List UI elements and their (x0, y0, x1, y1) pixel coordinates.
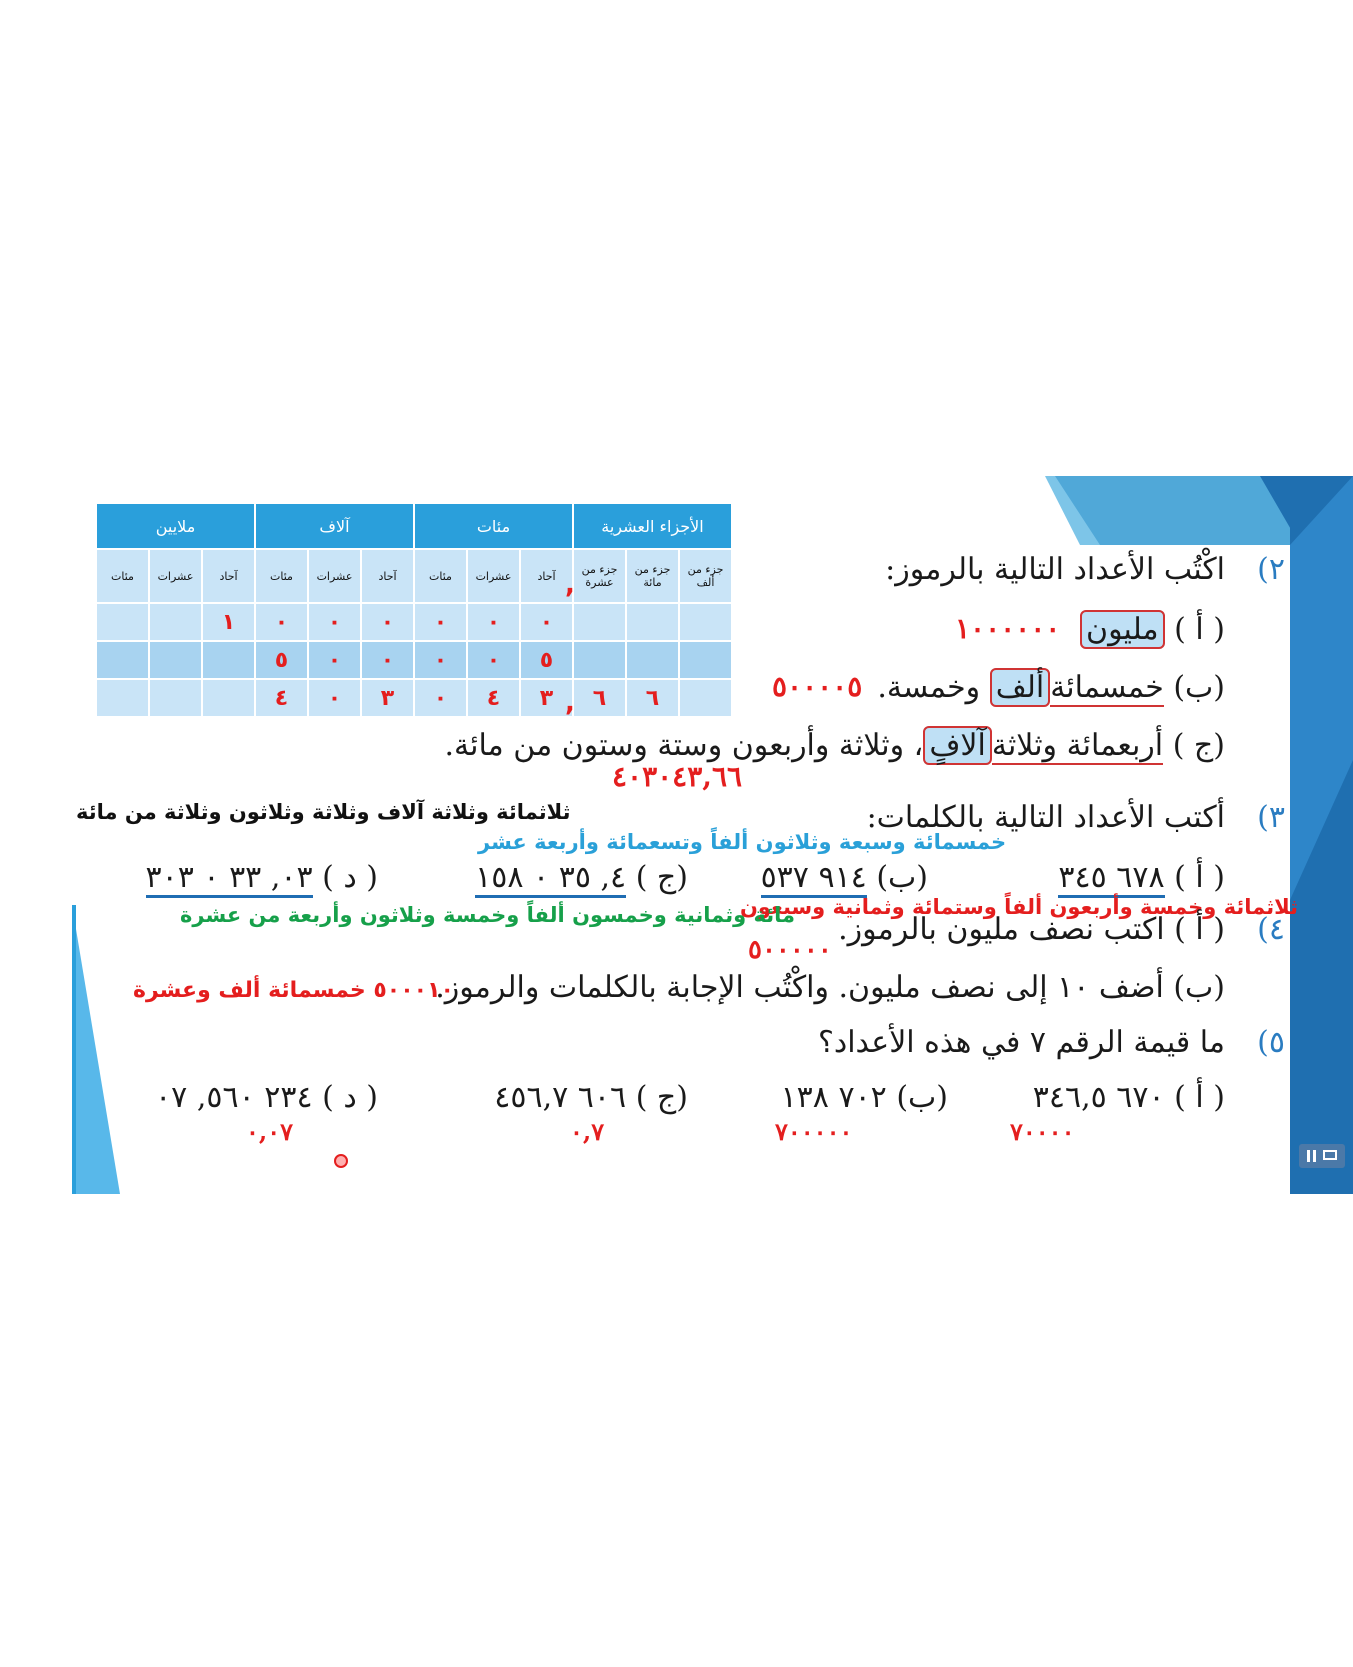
table-cell: ٠ (414, 641, 467, 679)
q2-c-box: آلافٍ (923, 726, 992, 765)
q3-b-value: ٩١٤ ٥٣٧ (761, 860, 867, 898)
table-cell: ٠ (361, 641, 414, 679)
q5-b-answer: ٧٠٠٠٠٠ (775, 1117, 853, 1146)
table-cell: ٠ (255, 603, 308, 641)
table-cell: ٦ (626, 679, 679, 717)
table-cell: ٠ (467, 603, 520, 641)
q2-b-answer: ٥٠٠٠٠٥ (772, 670, 863, 703)
q4-number: ٤) (1257, 912, 1285, 947)
q2-b-box: ألف (990, 668, 1051, 707)
q4-a-text: اكتب نصف مليون بالرموز. (838, 912, 1165, 947)
table-cell: ٤ (467, 679, 520, 717)
header-decimal-parts: الأجزاء العشرية (573, 503, 732, 549)
table-cell (149, 679, 202, 717)
table-cell (149, 603, 202, 641)
table-header-row (96, 503, 732, 549)
left-bottom-triangle (72, 905, 120, 1194)
subheader: جزء من ألف (679, 549, 732, 603)
header-hundreds: مئات (414, 503, 573, 549)
subheader: آحاد (202, 549, 255, 603)
table-subheader-row (96, 549, 732, 603)
subheader: آحاد (361, 549, 414, 603)
q2-b-label: (ب) (1173, 670, 1225, 705)
q3-d-answer: ثلاثمائة وثلاثة آلاف وثلاثة وثلاثون وثلاثة من مائة (76, 800, 571, 824)
q5-a-answer: ٧٠٠٠٠ (1010, 1117, 1075, 1146)
table-cell (679, 603, 732, 641)
q5-a-value: ٦٧٠ ٣٤٦,٥ (1032, 1080, 1165, 1115)
screen-icon (1323, 1150, 1337, 1160)
q2-b-pre: خمسمائة (1050, 670, 1164, 705)
q3-d-value: ٠٣, ٣٣ ٠ ٣٠٣ (146, 860, 313, 898)
table-cell: ٠ (308, 641, 361, 679)
pointer-dot (334, 1154, 348, 1168)
pause-icon (1307, 1150, 1310, 1162)
q3-a-item (1058, 860, 1225, 895)
table-cell: ٠ (467, 641, 520, 679)
q3-c-answer: مائة وثمانية وخمسون ألفاً وخمسة وثلاثون وأربعة من عشرة (180, 903, 796, 927)
q3-b-item (761, 860, 928, 895)
q5-number: ٥) (1257, 1025, 1285, 1060)
subheader: عشرات (149, 549, 202, 603)
q5-d-label: ( د ) (322, 1080, 378, 1115)
decimal-comma-mark: , (565, 570, 575, 600)
table-cell (573, 603, 626, 641)
pause-icon-bar (1313, 1150, 1316, 1162)
q4-a-row (838, 912, 1225, 947)
table-cell: ٤ (255, 679, 308, 717)
q3-number: ٣) (1257, 800, 1285, 835)
q2-number: ٢) (1257, 552, 1285, 587)
table-cell: ٣ (361, 679, 414, 717)
table-cell (96, 603, 149, 641)
q3-title: أكتب الأعداد التالية بالكلمات: (866, 800, 1225, 835)
q5-title: ما قيمة الرقم ٧ في هذه الأعداد؟ (817, 1025, 1225, 1060)
q5-d-item (155, 1080, 378, 1115)
table-row (96, 641, 732, 679)
q5-d-answer: ٠,٠٧ (246, 1117, 294, 1146)
q5-a-item (1033, 1080, 1225, 1115)
q5-c-label: (ج ) (635, 1080, 688, 1115)
q2-c-row (445, 728, 1225, 763)
table-cell (149, 641, 202, 679)
subheader: جزء من مائة (626, 549, 679, 603)
q4-a-label: ( أ ) (1174, 912, 1225, 947)
q3-b-answer: خمسمائة وسبعة وثلاثون ألفاً وتسعمائة وأربعة عشر (478, 830, 1007, 854)
subheader: مئات (96, 549, 149, 603)
table-cell (573, 641, 626, 679)
q3-a-answer: ثلاثمائة وخمسة وأربعون ألفاً وستمائة وثمانية وسبعون (740, 895, 1298, 919)
table-cell: ٠ (414, 603, 467, 641)
table-cell: ٥ (255, 641, 308, 679)
q2-c-post: ، وثلاثة وأربعون وستة وستون من مائة. (444, 728, 924, 763)
q3-a-label: ( أ ) (1174, 860, 1225, 895)
q5-b-label: (ب) (896, 1080, 948, 1115)
q2-c-answer: ٤٠٣٠٤٣,٦٦ (612, 760, 743, 793)
table-cell: ٠ (414, 679, 467, 717)
q4-b-row (435, 970, 1225, 1005)
q3-a-value: ٦٧٨ ٣٤٥ (1058, 860, 1164, 898)
table-row (96, 679, 732, 717)
q2-c-label: (ج ) (1172, 728, 1225, 763)
table-cell: ٣ (520, 679, 573, 717)
q5-c-item (494, 1080, 688, 1115)
table-cell (679, 679, 732, 717)
q3-b-label: (ب) (876, 860, 928, 895)
subheader: عشرات (467, 549, 520, 603)
subheader: عشرات (308, 549, 361, 603)
left-edge-bar (72, 905, 76, 1194)
table-cell (626, 603, 679, 641)
place-value-table (95, 502, 733, 718)
q3-c-label: (ج ) (635, 860, 688, 895)
q2-a-answer: ١٠٠٠٠٠٠ (955, 612, 1061, 645)
q4-b-label: (ب) (1173, 970, 1225, 1005)
q5-c-answer: ٠,٧ (570, 1117, 605, 1146)
table-cell: ٠ (308, 603, 361, 641)
q2-title: اكْتُب الأعداد التالية بالرموز: (885, 552, 1225, 587)
q3-c-item (475, 860, 688, 895)
table-cell (96, 679, 149, 717)
q2-a-row (1080, 612, 1225, 647)
table-cell (202, 641, 255, 679)
table-cell (626, 641, 679, 679)
q4-b-text: أضف ١٠ إلى نصف مليون. واكْتُب الإجابة بالكلمات والرموز. (435, 970, 1164, 1005)
q2-c-pre: أربعمائة وثلاثة (991, 728, 1164, 763)
subheader: جزء من عشرة (573, 549, 626, 603)
table-cell: ٥ (520, 641, 573, 679)
decimal-comma-mark-row3: , (565, 688, 575, 718)
playback-pause-button[interactable] (1299, 1144, 1345, 1168)
q5-a-label: ( أ ) (1174, 1080, 1225, 1115)
subheader: مئات (414, 549, 467, 603)
q5-b-item (781, 1080, 948, 1115)
q4-a-answer: ٥٠٠٠٠٠ (748, 935, 832, 965)
q3-d-label: ( د ) (322, 860, 378, 895)
top-right-stripe-light (1045, 476, 1300, 545)
q5-b-value: ٧٠٢ ١٣٨ (780, 1080, 887, 1115)
table-cell: ٠ (520, 603, 573, 641)
q2-a-word: مليون (1080, 610, 1165, 649)
q2-b-row (877, 670, 1225, 705)
q2-b-post: وخمسة. (877, 670, 981, 705)
table-cell: ٠ (361, 603, 414, 641)
table-cell: ١ (202, 603, 255, 641)
subheader: آحاد (520, 549, 573, 603)
table-cell (202, 679, 255, 717)
q5-d-value: ٢٣٤ ٥٦٠, ٠٧ (155, 1080, 313, 1115)
q2-a-label: ( أ ) (1174, 612, 1225, 647)
table-cell: ٦ (573, 679, 626, 717)
header-millions: ملايين (96, 503, 255, 549)
q3-c-value: ٤, ٣٥ ٠ ١٥٨ (475, 860, 626, 898)
table-cell: ٠ (308, 679, 361, 717)
header-thousands: آلاف (255, 503, 414, 549)
q5-c-value: ٦٠٦ ٤٥٦,٧ (494, 1080, 627, 1115)
table-cell (679, 641, 732, 679)
subheader: مئات (255, 549, 308, 603)
q4-b-answer: ٥٠٠٠١٠ خمسمائة ألف وعشرة (133, 978, 454, 1003)
q3-d-item (146, 860, 379, 895)
table-cell (96, 641, 149, 679)
table-row (96, 603, 732, 641)
